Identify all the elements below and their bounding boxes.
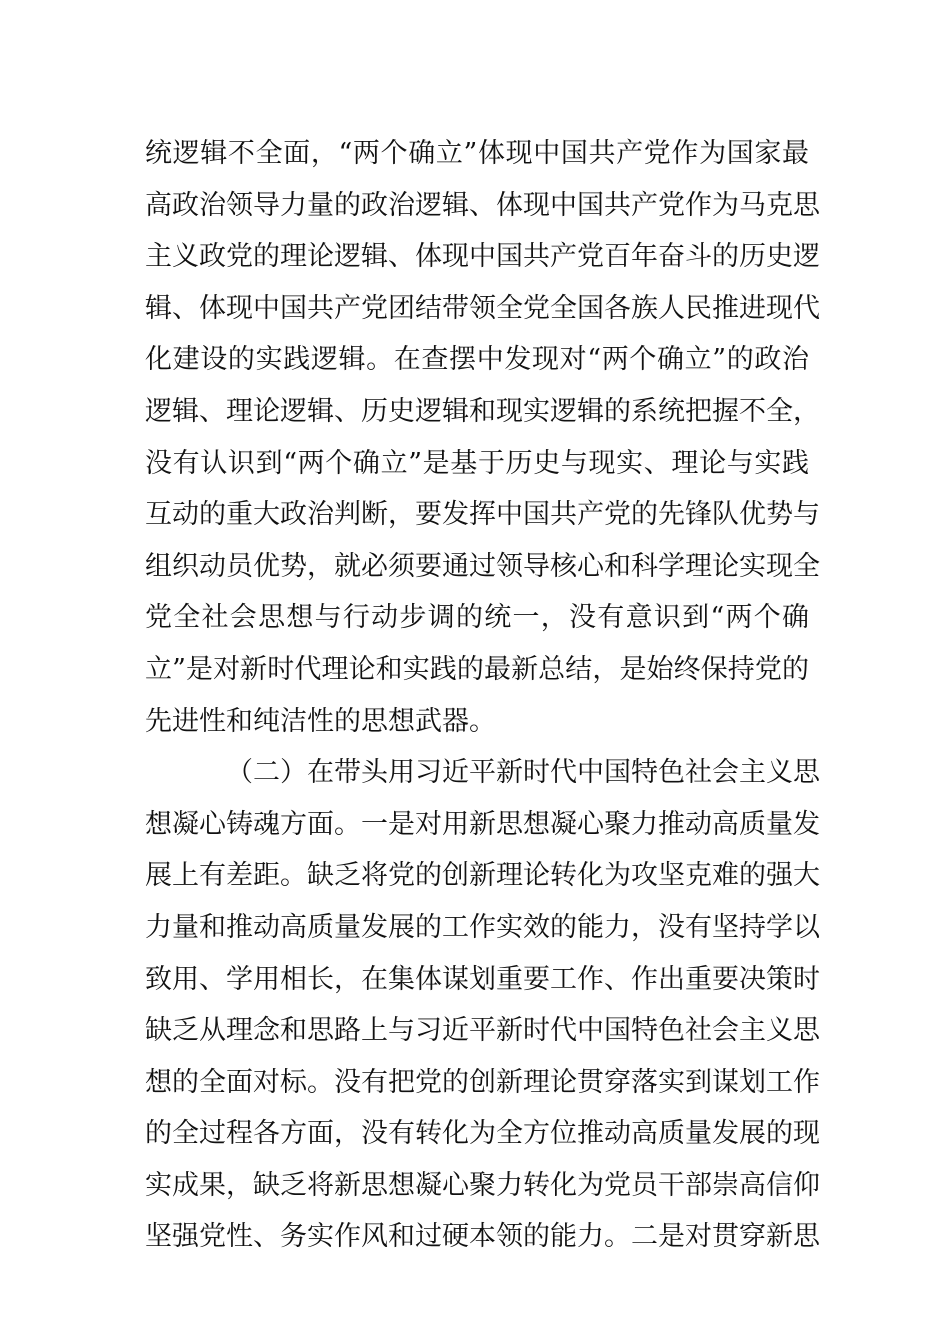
text-line: 党全社会思想与行动步调的统一，没有意识到“两个确 [145, 602, 809, 634]
text-line: 化建设的实践逻辑。在查摆中发现对“两个确立”的政治 [145, 344, 809, 376]
section-heading-line: （二）在带头用习近平新时代中国特色社会主义思 [226, 757, 820, 789]
text-line: 组织动员优势，就必须要通过领导核心和科学理论实现全 [145, 550, 820, 582]
text-line: 力量和推动高质量发展的工作实效的能力，没有坚持学以 [145, 911, 820, 943]
text-line: 主义政党的理论逻辑、体现中国共产党百年奋斗的历史逻 [145, 241, 820, 273]
text-line: 立”是对新时代理论和实践的最新总结，是始终保持党的 [145, 653, 809, 685]
body-text [145, 128, 820, 1263]
text-line: 互动的重大政治判断，要发挥中国共产党的先锋队优势与 [145, 499, 820, 531]
text-line: 缺乏从理念和思路上与习近平新时代中国特色社会主义思 [145, 1015, 820, 1047]
text-line: 没有认识到“两个确立”是基于历史与现实、理论与实践 [145, 447, 809, 479]
text-line: 想的全面对标。没有把党的创新理论贯穿落实到谋划工作 [145, 1066, 820, 1098]
text-line: 逻辑、理论逻辑、历史逻辑和现实逻辑的系统把握不全， [145, 395, 820, 427]
text-line: 想凝心铸魂方面。一是对用新思想凝心聚力推动高质量发 [145, 808, 820, 840]
text-line: 实成果，缺乏将新思想凝心聚力转化为党员干部崇高信仰 [145, 1169, 820, 1201]
text-line: 先进性和纯洁性的思想武器。 [145, 705, 496, 737]
text-line: 坚强党性、务实作风和过硬本领的能力。二是对贯穿新思 [145, 1221, 820, 1253]
text-line: 的全过程各方面，没有转化为全方位推动高质量发展的现 [145, 1118, 820, 1150]
text-line: 高政治领导力量的政治逻辑、体现中国共产党作为马克思 [145, 189, 820, 221]
text-line: 展上有差距。缺乏将党的创新理论转化为攻坚克难的强大 [145, 860, 820, 892]
text-line: 辑、体现中国共产党团结带领全党全国各族人民推进现代 [145, 292, 820, 324]
text-line: 致用、学用相长，在集体谋划重要工作、作出重要决策时 [145, 963, 820, 995]
text-line: 统逻辑不全面，“两个确立”体现中国共产党作为国家最 [145, 138, 809, 169]
